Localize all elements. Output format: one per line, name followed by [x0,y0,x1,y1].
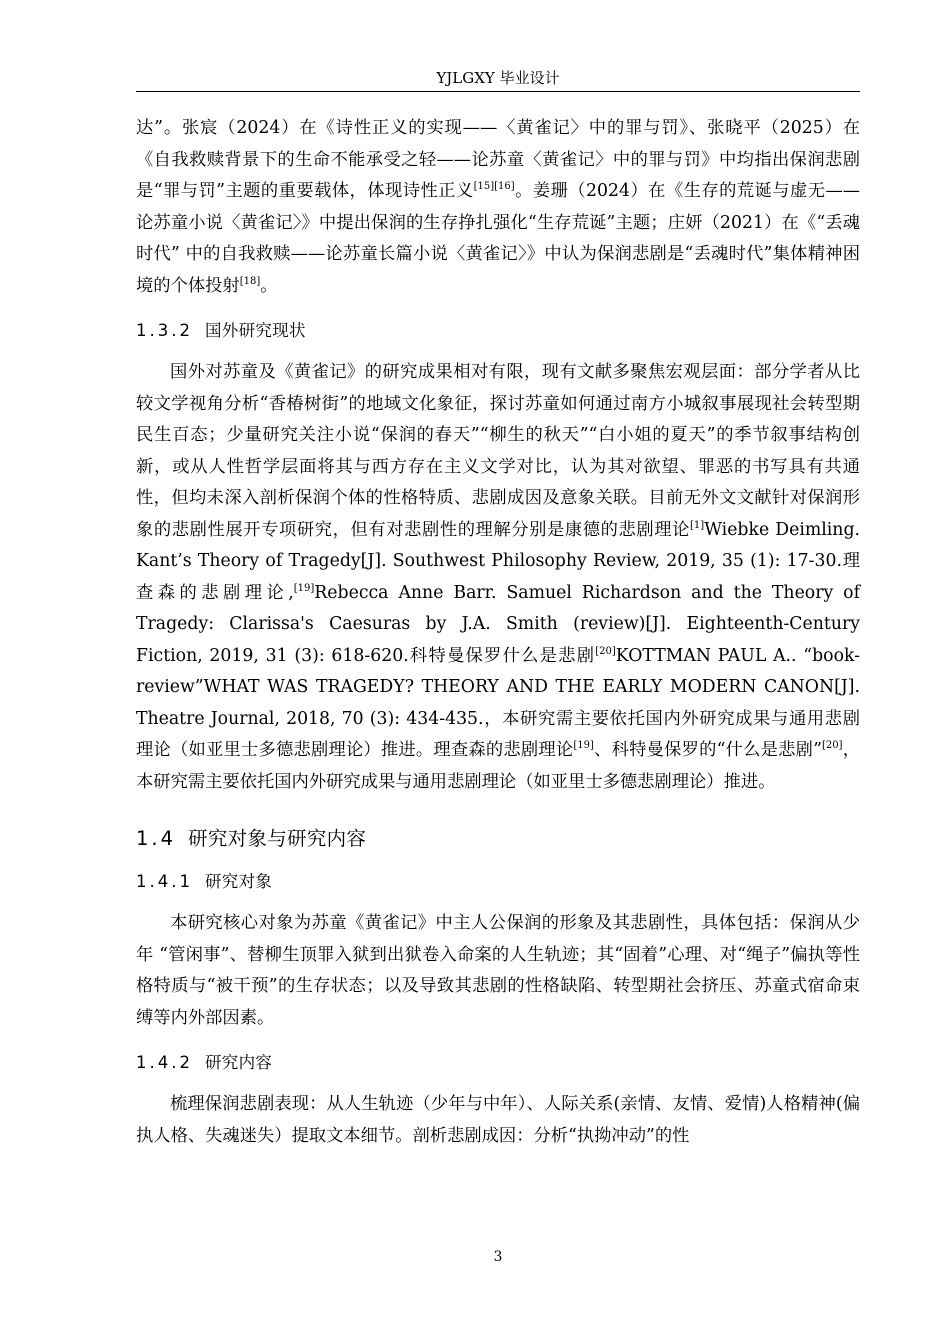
section-number: 1.3.2 [136,321,193,340]
citation-ref: [19] [573,740,594,752]
citation-ref: [1] [690,519,705,531]
section-title: 研究内容 [204,1053,273,1072]
citation-ref: [20] [821,740,843,752]
section-number: 1.4.1 [136,872,193,891]
section-heading-1-4-1 [136,869,860,895]
section-title: 国外研究现状 [204,321,306,340]
text-run: KOTTMAN PAUL A.. “book-review”WHAT WAS TRAGEDY? THEORY AND THE EARLY MODERN CANON[J]. Theatre Journal, 2018, 70 (3): 434-435.，本研究需主要依托国内外研究成果与通用悲剧理论（如亚里士多德悲剧理论）推进。理查森的悲剧理论 [136,645,860,760]
text-run: 。姜珊（2024）在《生存的荒诞与虚无——论苏童小说〈黄雀记〉》中提出保润的生存挣扎强化“生存荒诞”主题；庄妍（2021）在《“丢魂时代” 中的自我救赎——论苏童长篇小说〈黄雀记〉》中认为保润悲剧是“丢魂时代”集体精神困境的个体投射 [136,181,861,296]
section-title: 研究对象与研究内容 [188,827,367,850]
page-header: YJLGXY 毕业设计 [436,69,560,87]
citation-ref: [18] [239,275,261,287]
citation-ref: [19] [293,582,315,594]
text-run: ，本研究需主要依托国内外研究成果与通用悲剧理论（如亚里士多德悲剧理论）推进。 [136,740,860,792]
text-run: 。 [260,275,278,296]
paragraph-domestic-research-end [136,113,860,302]
citation-ref: [15][16] [473,181,515,193]
text-run: Rebecca Anne Barr. Samuel Richardson and the Theory of Tragedy: Clarissa's Caesuras by J.A. Smith (review)[J]. Eighteenth-Century Fiction, 2019, 31 (3): 618-620.科特曼保罗什么是悲剧 [136,582,860,666]
section-title: 研究对象 [204,872,273,891]
paragraph-research-object: 本研究核心对象为苏童《黄雀记》中主人公保润的形象及其悲剧性，具体包括：保润从少年 “管闲事”、替柳生顶罪入狱到出狱卷入命案的人生轨迹；其“固着”心理、对“绳子”偏执等性格特质与“被干预”的生存状态；以及导致其悲剧的性格缺陷、转型期社会挤压、苏童式宿命束缚等内外部因素。 [136,913,860,1028]
page-number: 3 [493,1249,503,1265]
citation-ref: [20] [595,645,616,657]
section-heading-1-3-2 [136,318,860,344]
section-heading-1-4-2 [136,1050,860,1076]
text-run: 达”。张宸（2024）在《诗性正义的实现——〈黄雀记〉中的罪与罚》、张晓平（2025）在《自我救赎背景下的生命不能承受之轻——论苏童〈黄雀记〉中的罪与罚》中均指出保润悲剧是“罪与罚”主题的重要载体，体现诗性正义 [136,118,860,201]
section-number: 1.4 [136,827,177,850]
section-heading-1-4 [136,824,860,854]
paragraph-research-content: 梳理保润悲剧表现：从人生轨迹（少年与中年）、人际关系(亲情、友情、爱情)人格精神(偏执人格、失魂迷失）提取文本细节。剖析悲剧成因：分析“执拗冲动”的性 [136,1094,860,1146]
text-run: 国外对苏童及《黄雀记》的研究成果相对有限，现有文献多聚焦宏观层面：部分学者从比较文学视角分析“香椿树街”的地域文化象征，探讨苏童如何通过南方小城叙事展现社会转型期民生百态；少量研究关注小说“保润的春天”“柳生的秋天”“白小姐的夏天”的季节叙事结构创新，或从人性哲学层面将其与西方存在主义文学对比，认为其对欲望、罪恶的书写具有共通性，但均未深入剖析保润个体的性格特质、悲剧成因及意象关联。目前无外文文献针对保润形象的悲剧性展开专项研究，但有对悲剧性的理解分别是康德的悲剧理论 [136,362,860,540]
text-run: Wiebke Deimling. Kant’s Theory of Tragedy[J]. Southwest Philosophy Review, 2019, 35 (1): 17-30.理查森的悲剧理论, [136,519,860,603]
paragraph-foreign-research [136,357,860,798]
page-content [136,113,860,1152]
section-number: 1.4.2 [136,1053,193,1072]
text-run: 、科特曼保罗的“什么是悲剧” [593,740,822,760]
header-divider [136,91,860,92]
